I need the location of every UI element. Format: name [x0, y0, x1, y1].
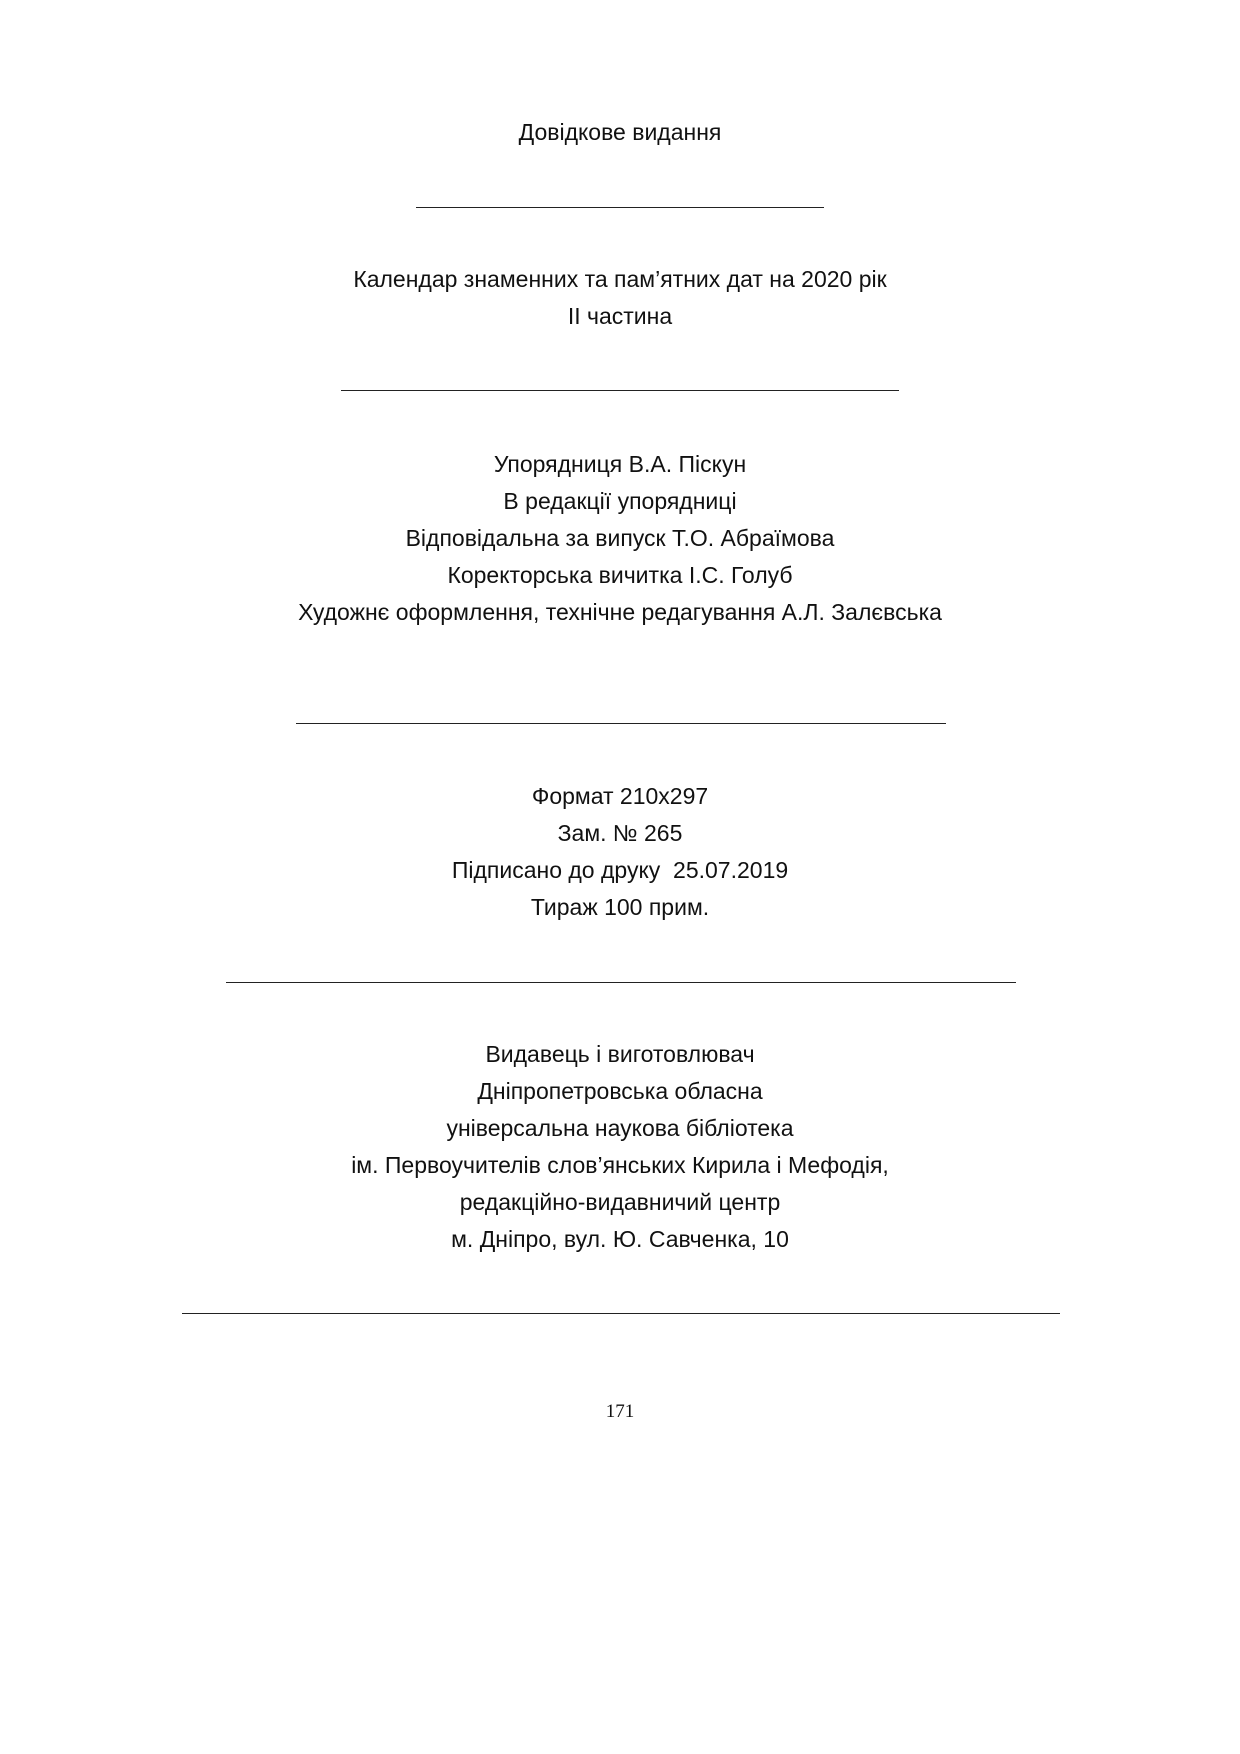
- divider-3: [296, 723, 946, 724]
- book-title: Календар знаменних та пам’ятних дат на 2020 рік: [353, 266, 887, 292]
- print-run: Тираж 100 прим.: [530, 894, 710, 920]
- edition-type: Довідкове видання: [518, 119, 722, 145]
- divider-4: [226, 982, 1016, 983]
- signed-to-print: Підписано до друку 25.07.2019: [451, 857, 789, 883]
- divider-1: [416, 207, 824, 208]
- book-part: ІІ частина: [567, 303, 673, 329]
- proofreader: Коректорська вичитка І.С. Голуб: [447, 562, 793, 588]
- responsible-editor: Відповідальна за випуск Т.О. Абраїмова: [405, 525, 835, 551]
- publisher-line-1: Дніпропетровська обласна: [477, 1078, 763, 1104]
- editorial-note: В редакції упорядниці: [503, 488, 737, 514]
- publisher-line-3: ім. Первоучителів слов’янських Кирила і Мефодія,: [351, 1152, 889, 1178]
- design-credit: Художнє оформлення, технічне редагування А.Л. Залєвська: [298, 599, 942, 625]
- publisher-heading: Видавець і виготовлювач: [485, 1041, 755, 1067]
- divider-5: [182, 1313, 1060, 1314]
- format: Формат 210х297: [531, 783, 709, 809]
- order-number: Зам. № 265: [557, 820, 683, 846]
- publisher-address: м. Дніпро, вул. Ю. Савченка, 10: [451, 1226, 789, 1252]
- publisher-line-4: редакційно-видавничий центр: [459, 1189, 781, 1215]
- compiler: Упорядниця В.А. Піскун: [493, 451, 747, 477]
- publisher-line-2: універсальна наукова бібліотека: [446, 1115, 794, 1141]
- divider-2: [341, 390, 899, 391]
- page-number: 171: [605, 1401, 635, 1422]
